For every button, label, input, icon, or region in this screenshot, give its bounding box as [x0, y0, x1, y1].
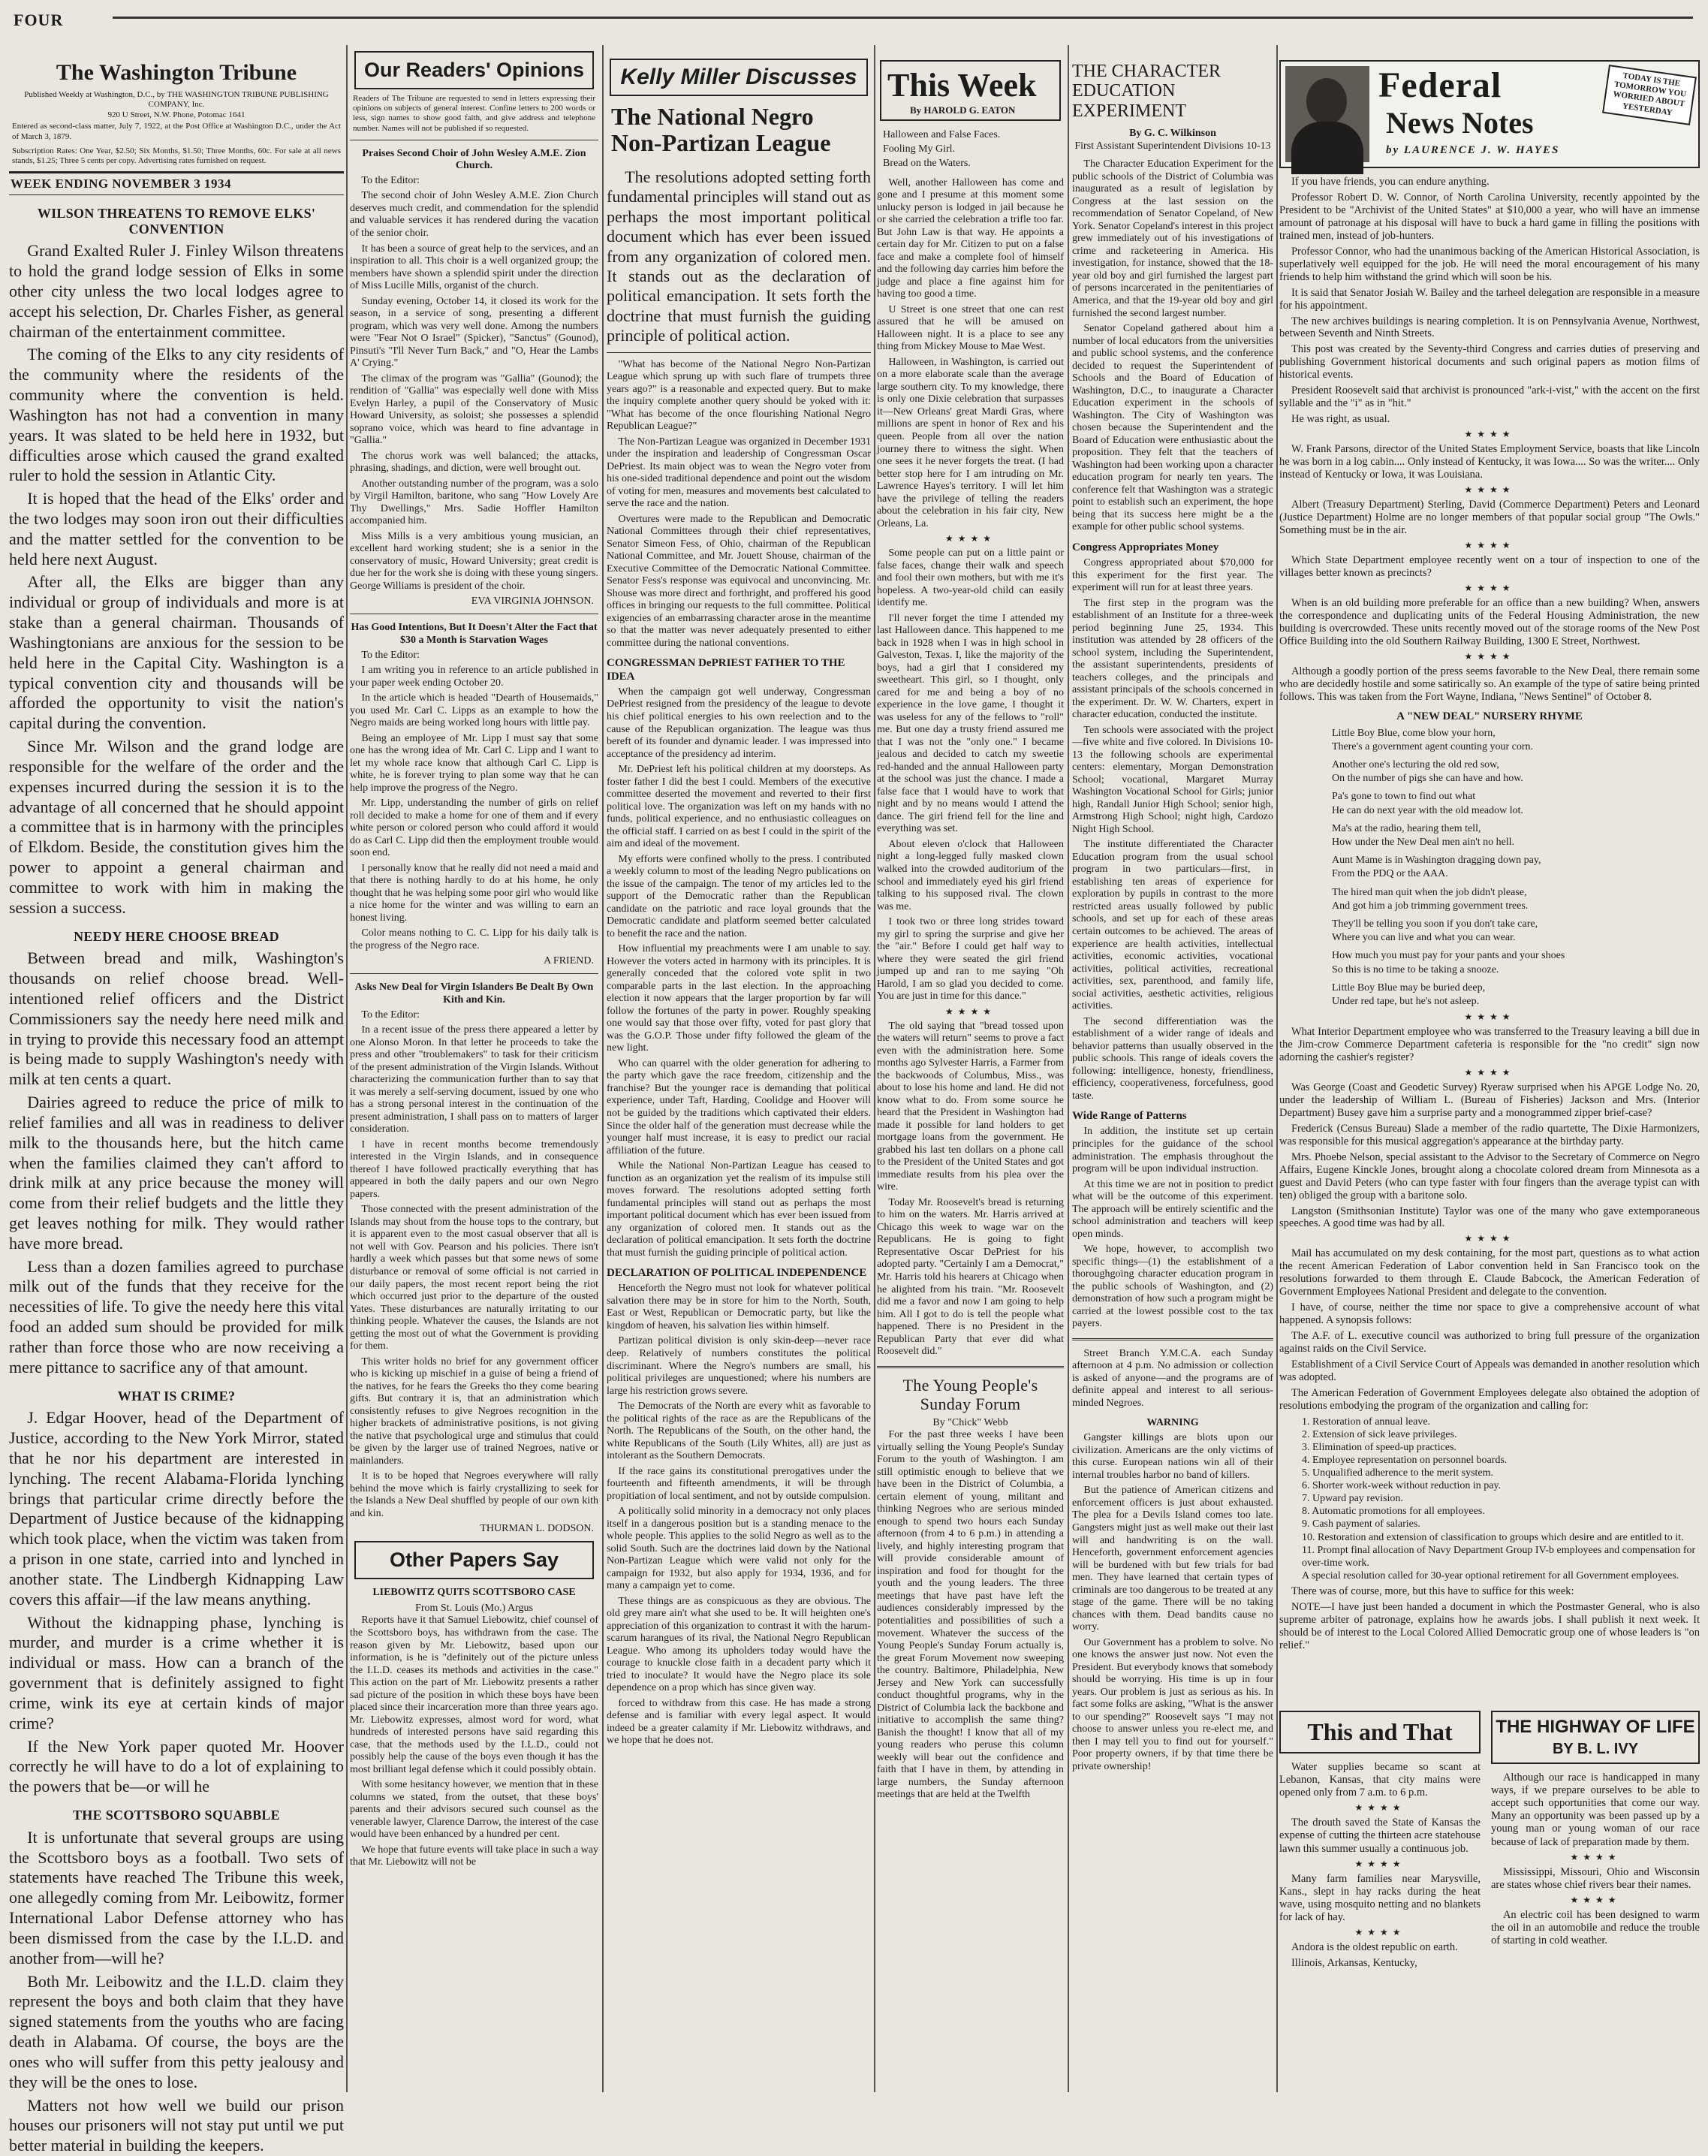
subheading: CONGRESSMAN DePRIEST FATHER TO THE IDEA — [607, 657, 845, 683]
paragraph: The Character Education Experiment for the public schools of the District of Columbia was inaugurated as a result of legislation by Congress at the last session on the recommendation of Senator Copeland, of New York. Senator Copeland's interest in this project grew immediately out of his investigations of crime and racketeering in America. His investigation, for instance, showed that the 18-year old boy and girl furnished the largest part of persons incarcerated in the penitentiaries of America, and that the 19-year old boy and girl furnished the second largest number. — [1072, 158, 1273, 319]
paragraph: "What has become of the National Negro Non-Partizan League which sprung up with such flare of trumpets three years ago?" is a reasonable and expected query. But to make the inquiry complete another query should be yoked with it: "What has become of the once flourishing National Negro Republican League?" — [607, 358, 871, 433]
column-rule — [602, 45, 604, 2092]
paragraph: To the Editor: — [361, 1009, 420, 1021]
paragraph: Matters not how well we build our prison houses our prisoners will not stay put until we put better material in building the keepers. — [9, 2095, 344, 2155]
resolution-item: 8. Automatic promotions for all employees. — [1302, 1506, 1485, 1518]
paragraph: Some people can put on a little paint or false faces, change their walk and speech and fool their own mothers, but with me it's hopeless. A two-year-old child can easily identify me. — [877, 547, 1064, 609]
paragraph: The Non-Partizan League was organized in December 1931 under the inspiration and leadership of Congressman Oscar DePriest. Its main object was to wean the Negro voter from his one-sided traditional dependence and point out the wisdom of voting for men, measures and movements best calculated to serve the race and the nation. — [607, 436, 871, 510]
section-break-stars: ★★★★ — [1464, 1066, 1515, 1078]
editorial-headline: THE SCOTTSBORO SQUABBLE — [73, 1808, 280, 1823]
rhyme-line: They'll be telling you soon if you don't take care, — [1332, 918, 1538, 930]
editorial-headline: NEEDY HERE CHOOSE BREAD — [74, 928, 279, 944]
paragraph: President Roosevelt said that archivist is pronounced "ark-i-vist," with the accent on the first syllable and the "i" as in "hit." — [1279, 384, 1700, 410]
subheading: WARNING — [1146, 1417, 1199, 1429]
paragraph: Today Mr. Roosevelt's bread is returning to him on the waters. Mr. Harris arrived at Chicago this week to wage war on the Republicans. He is going to fight Representative Oscar DePriest for his adopted party. "Certainly I am a Democrat," Mr. Harris told his hearers at Chicago when he alighted from his train. "Mr. Roosevelt did me a favor and now I am going to help him. All I got to do is tell the people what happened. There is no President in the Republican Party that ever did what Roosevelt did." — [877, 1196, 1064, 1358]
paragraph: J. Edgar Hoover, head of the Department of Justice, according to the New York Mirror, stated that he nor his department are interested in lynching. The recent Alabama-Florida lynching brings that particular crime directly before the Department of Justice because of the kidnapping which took place, when the victim was taken from a prison in one state, carried into and lynched in another state. The Lindbergh Kidnapping Law covers this affair—if the law means anything. — [9, 1408, 344, 1609]
byline-title: First Assistant Superintendent Divisions 10-13 — [1074, 140, 1271, 152]
rhyme-line: Pa's gone to town to find out what — [1332, 791, 1476, 803]
paragraph: The American Federation of Government Employees delegate also obtained the adoption of resolutions embodying the program of the organization and calling for: — [1279, 1386, 1700, 1412]
paragraph: Langston (Smithsonian Institute) Taylor was one of the many who gave extemporaneous speeches. A good time was had by all. — [1279, 1205, 1700, 1230]
divider — [1072, 1338, 1273, 1340]
paragraph: The drouth saved the State of Kansas the expense of cutting the thirteen acre statehouse lawn this summer usually a continuous job. — [1279, 1817, 1481, 1855]
topic-line: Bread on the Waters. — [883, 157, 971, 169]
feature-title-box — [1491, 1711, 1700, 1764]
resolutions-list — [1302, 1416, 1700, 1582]
paragraph: Andora is the oldest republic on earth. — [1291, 1941, 1458, 1954]
paragraph: Dairies agreed to reduce the price of milk to relief families and all was in readiness to deliver milk to the thousands here, but the hitch came when the families claimed they can't afford to drink milk at any price because the money will come from their relief budgets and the little they get leaves nothing for milk. They would rather have more bread. — [9, 1093, 344, 1253]
resolution-item: 1. Restoration of annual leave. — [1302, 1416, 1431, 1428]
paragraph: Water supplies became so scant at Lebanon, Kansas, that city mains were opened only from 7 a.m. to 6 p.m. — [1279, 1761, 1481, 1799]
divider — [350, 973, 598, 974]
rhyme-line: And got him a job trimming government trees. — [1332, 900, 1529, 912]
rhyme-line: Ma's at the radio, hearing them tell, — [1332, 822, 1481, 834]
paragraph: In a recent issue of the press there appeared a letter by one Alonso Moron. In that letter he proceeds to take the press and other "troublemakers" to task for their criticism of the present administration of the Virgin Islands. Without characterizing the communication further than to say that it was merely a self-serving document, issued by one who has a strong personal interest in the continuation of the present administration, I shall pass on to matters of larger consideration. — [350, 1024, 598, 1135]
paragraph: The new archives buildings is nearing completion. It is on Pennsylvania Avenue, Northwest, between Seventh and Ninth Streets. — [1279, 315, 1700, 340]
nursery-rhyme — [1332, 727, 1700, 1009]
paragraph: Henceforth the Negro must not look for whatever political salvation there may be in store for him to the North, South, East or West, Republican or Democratic party, but like the kingdom of heaven, his salvation lies within himself. — [607, 1283, 871, 1331]
paragraph: Establishment of a Civil Service Court of Appeals was demanded in another resolution which was adopted. — [1279, 1358, 1700, 1383]
paragraph: Who can quarrel with the older generation for adhering to the party which gave the race freedom, citizenship and the franchise? But the younger race is demanding that political experience, under Taft, Harding, Coolidge and Hoover will not be guided by the traditions which captivated their elders. Since the older half of the generation must decrease while the younger half must increase, it is easy to predict our racial affiliation of the future. — [607, 1057, 871, 1156]
paragraph: When the campaign got well underway, Congressman DePriest resigned from the presidency of the league to devote his chief political energies to his own reelection and to the cause of the Republican organization. The league was thus bereft of its founder and dynamic leader. I was impressed into acceptance of the presidency ad interim. — [607, 686, 871, 760]
paragraph: Partizan political division is only skin-deep—never race deep. Relatively of numbers constitutes the political discriminant. Where the Negro's numbers are small, his political privileges are unquestioned; where his numbers are large his restriction grows severe. — [607, 1335, 871, 1397]
paragraph: But the patience of American citizens and enforcement officers is just about exhausted. The plea for a Devils Island comes too late. Gangsters might just as well make out their last will and handwriting is on the wall. Henceforth, government enforcement agencies will be burdened with but few trials for bad men. They have learned that certain types of criminals are too dangerous to be treated at any stage of the game. There will be no taking chances with them. Dead bandits cause no worry. — [1072, 1485, 1273, 1633]
paragraph: The A.F. of L. executive council was authorized to bring full pressure of the organization against raids on the Civil Service. — [1279, 1330, 1700, 1355]
paragraph: Mrs. Phoebe Nelson, special assistant to the Advisor to the Secretary of Commerce on Negro Affairs, Eugene Kinckle Jones, brought along a chocolate colored dream from Minnesota as a guest and David Peters (who can type faster with four fingers than the average typist can with ten) obliged the group with a baritone solo. — [1279, 1150, 1700, 1202]
this-and-that-box — [1279, 1711, 1481, 1973]
column-rule — [1276, 45, 1278, 2092]
paragraph: Many farm families near Marysville, Kans., slept in hay racks during the heat wave, using mosquito netting and no blankets for lack of hay. — [1279, 1872, 1481, 1923]
section-break-stars: ★★★★ — [1354, 1858, 1405, 1869]
paragraph: Without the kidnapping phase, lynching is murder, and murder is a crime whether it is individual or mass. How can a branch of the government that is definitely assigned to fight crime, wink its eye at certain kinds of major crime? — [9, 1612, 344, 1732]
resolution-item: 10. Restoration and extension of classification to groups which desire and are entitled to it. — [1302, 1531, 1684, 1543]
column-rule — [874, 45, 875, 2092]
top-rule — [113, 17, 1693, 19]
paragraph: I am writing you in reference to an article published in your paper week ending October 20. — [350, 665, 598, 689]
paragraph: Professor Connor, who had the unanimous backing of the American Historical Association, is superlatively well equipped for the job. He will need the moral encouragement of his many friends to help him withstand the grind which will soon be his. — [1279, 245, 1700, 283]
banner-title: Federal — [1378, 65, 1502, 105]
paragraph: W. Frank Parsons, director of the United States Employment Service, boasts that like Lincoln he was born in a log cabin.... Only instead of Kentucky, it was Iowa.... So was the writer.... Only instead of Kentucky or Iowa, it was Louisiana. — [1279, 443, 1700, 481]
paragraph: A politically solid minority in a democracy not only places itself in a dangerous position but is a standing menace to the whole people. This applies to the solid Negro as well as to the solid South. Such are the doctrines laid down by the National Non-Partizan League which were valid not only for the campaign for 1932, but also apply for 1934, 1936, and for many a campaign yet to come. — [607, 1506, 871, 1592]
letter-headline: Asks New Deal for Virgin Islanders Be Dealt By Own Kith and Kin. — [354, 982, 594, 1006]
resolution-item: A special resolution called for 30-year optional retirement for all Government employees. — [1302, 1570, 1679, 1582]
paragraph: Mail has accumulated on my desk containing, for the most part, questions as to what action the recent American Federation of Labor convention held in San Francisco took on the resolutions forwarded to them through E. Claude Babcock, the American Federation of Government Employees National President and delegate to the convention. — [1279, 1247, 1700, 1298]
paragraph: He was right, as usual. — [1291, 413, 1390, 426]
paragraph: Street Branch Y.M.C.A. each Sunday afternoon at 4 p.m. No admission or collection is asked of anyone—and the programs are of definite appeal and interest to all serious-minded Negroes. — [1072, 1347, 1273, 1409]
paragraph: Another outstanding number of the program, was a solo by Virgil Hamilton, baritone, who sang "How Lovely Are Thy Dwellings," Mrs. Sadie Hoffler Hamilton accompanied him. — [350, 478, 598, 527]
banner-subtitle: News Notes — [1386, 106, 1534, 140]
resolution-item: 11. Prompt final allocation of Navy Department Group IV-b employees and compensation for over-time work. — [1302, 1544, 1696, 1569]
letter-headline: Praises Second Choir of John Wesley A.M.E. Zion Church. — [362, 147, 586, 171]
banner-byline: by LAURENCE J. W. HAYES — [1386, 144, 1560, 156]
page-folio: FOUR — [14, 11, 64, 29]
paragraph: I'll never forget the time I attended my last Halloween dance. This happened to me back in 1928 when I was in high school in Galveston, Texas. I, like the majority of the boys, had a girl that I considered my sweetheart. This girl, so I thought, only cared for me and being a boy of no experience in the love game, I thought it was useless for any of the fellows to "roll" me. But one day a trusty friend assured me that I was not the "only one." I became jealous and decided to catch my sweetie red-handed and the annual Halloween party at the school was just the chance. I made a false face that I would have to work that night and by no means would I attend the dance. The girl friend fell for the line and everything was set. — [877, 612, 1064, 835]
paragraph: Halloween, in Washington, is carried out on a more elaborate scale than the average large southern city. To my knowledge, there is only one Dixie celebration that surpasses it—New Orleans' great Mardi Gras, where millions are spent in honor of Rex and his queen. People from all over the nation journey there to witness the sight. When one sees it he never forgets the treat. (I had better stop here for I am intruding on Mr. Lawrence Hayes's territory. I will let him have the privilege of telling the readers about the celebration in his fair city, New Orleans, La. — [877, 356, 1064, 529]
author-photo — [1285, 66, 1369, 162]
paragraph: To the Editor: — [361, 649, 420, 661]
section-break-stars: ★★★★ — [944, 533, 996, 544]
paragraph: If the New York paper quoted Mr. Hoover correctly he will have to do a lot of explaining to the powers that be—or will he — [9, 1736, 344, 1796]
masthead-title: The Washington Tribune — [56, 60, 297, 85]
divider — [877, 1366, 1064, 1368]
paragraph: NOTE—I have just been handed a document in which the Postmaster General, who is also supreme arbiter of patronage, explains how he awards jobs. I shall publish it next week. It should be of interest to the Local Colored Allied Democratic group one of whose leaders is "on relief." — [1279, 1600, 1700, 1651]
paragraph: Frederick (Census Bureau) Slade a member of the radio quartette, The Dixie Harmonizers, was responsible for this musical aggregation's appearance at the birthday party. — [1279, 1122, 1700, 1147]
rhyme-line: On the number of pigs she can have and how. — [1332, 773, 1523, 785]
paragraph: It is unfortunate that several groups are using the Scottsboro boys as a football. Two sets of statements have reached The Tribune this week, one allegedly coming from Mr. Leibowitz, former International Labor Defense attorney who has been dismissed from the case by the I.L.D. and another from—will he? — [9, 1827, 344, 1968]
paragraph: Senator Copeland gathered about him a number of local educators from the universities and public school systems, and the conference decided to request the Superintendent of Schools and the Board of Education of Washington, D.C., to inaugurate a Character Education experiment in the schools of Washington. The City of Washington was chosen because the Superintendent and the Board of Education were enthusiastic about the proposition. They felt that the teachers of Washington had been working upon a character education program for nearly ten years. The conference felt that Washington was a strategic point to establish such an experiment, the hope being that its success here might be a the example for other public school systems. — [1072, 323, 1273, 533]
letter-signature: EVA VIRGINIA JOHNSON. — [471, 596, 594, 608]
paragraph: Sunday evening, October 14, it closed its work for the season, in a service of song, presenting a different program, which was very well done. Among the numbers were "Fear Not O Israel" (Spicker), "Sanctus" (Gounod), Pinsuti's "I'll Never Turn Back," and "O, Hear the Lambs A' Crying." — [350, 295, 598, 369]
paragraph: Since Mr. Wilson and the grand lodge are responsible for the welfare of the order and the expenses incurred during the session it is to the advantage of all concerned that he should appoint a committee that is in harmony with the principles of Elkdom. Beside, the constitution gives him the power to appoint a general chairman and committee to work with him in making the session a success. — [9, 737, 344, 917]
article-source: From St. Louis (Mo.) Argus — [415, 1603, 533, 1615]
column-title: Kelly Miller Discusses — [610, 59, 868, 96]
kelly-miller-column — [607, 45, 871, 2092]
paragraph: Miss Mills is a very ambitious young musician, an excellent hard working student; she is a senior in the conservatory of music, Howard University; great credit is due her for the work she is doing with these young singers. George Williams is president of the choir. — [350, 530, 598, 592]
paragraph: The coming of the Elks to any city residents of the community where the residents of the community where the convention is held. Washington has not had a convention in many years. It was slated to be held here in 1932, but difficulties arose which caused the grand exalted ruler to hold the session in Atlantic City. — [9, 345, 344, 485]
rhyme-line: The hired man quit when the job didn't please, — [1332, 886, 1527, 898]
section-break-stars: ★★★★ — [1464, 1233, 1515, 1244]
paragraph: Was George (Coast and Geodetic Survey) Ryeraw surprised when his APGE Lodge No. 20, under the leadership of William L. (Bureau of Fisheries) Jackson and Mrs. (Interior Department) Busey gave him a surprise party and a monogrammed zipper brief-case? — [1279, 1081, 1700, 1119]
bottom-features — [1279, 1711, 1700, 2092]
rhyme-title: A "NEW DEAL" NURSERY RHYME — [1396, 710, 1583, 723]
subscription-rates: Subscription Rates: One Year, $2.50; Six Months, $1.50; Three Months, 60c. For sale at all news stands, $1.25; Three 5 cents per copy. Advertising rates furnished on request. — [12, 146, 341, 166]
section-break-stars: ★★★★ — [1570, 1894, 1621, 1905]
character-education-column — [1072, 45, 1273, 2092]
byline: By HAROLD G. EATON — [910, 104, 1016, 116]
paragraph: This writer holds no brief for any government officer who is kicking up mischief in a guise of being a friend of the natives, for he fears the Greeks tho they come bearing gifts. But contrary it is, that an administration which consistently refuses to give Negroes recognition in the higher brackets of administrative positions, is not giving the native that psychological urge and stimulus that could be given by the larger use of trained Negroes, native or mainlanders. — [350, 1355, 598, 1467]
article-headline: THE CHARACTER EDUCATION EXPERIMENT — [1072, 62, 1221, 121]
resolution-item: 6. Shorter work-week without reduction in pay. — [1302, 1480, 1502, 1492]
federal-news-column — [1279, 45, 1700, 2092]
forum-byline: By "Chick" Webb — [932, 1417, 1008, 1429]
paragraph: About eleven o'clock that Halloween night a long-legged fully masked clown walked into the crowded auditorium of the school and immediately eyed his girl friend talking to his supposed rival. The clown was me. — [877, 838, 1064, 912]
resolution-item: 4. Employee representation on personnel boards. — [1302, 1455, 1508, 1467]
paragraph: I took two or three long strides toward my girl to spring the surprise and give her the "air." Before I could get half way to where they were seated the girl friend jumped up and ran to me saying "Oh Harold, I am so glad you decided to come. You are just in time for this dance." — [877, 916, 1064, 1003]
paragraph: The Democrats of the North are every whit as favorable to the political rights of the race as are the Republicans of the North. The Republicans of the South, on the other hand, the white Republicans of the South (Lily Whites, all) are just as intolerant as the Southern Democrats. — [607, 1401, 871, 1462]
column-rule — [1068, 45, 1069, 2092]
paragraph: Both Mr. Leibowitz and the I.L.D. claim they represent the boys and both claim that they have signed statements from the youths who are facing death in Alabama. Of course, the boys are the ones who will suffer from this petty jealousy and they will be the ones to lose. — [9, 1971, 344, 2091]
resolution-item: 2. Extension of sick leave privileges. — [1302, 1428, 1457, 1440]
publisher-address: 920 U Street, N.W. Phone, Potomac 1641 — [107, 110, 246, 119]
paragraph: Reports have it that Samuel Liebowitz, chief counsel of the Scottsboro boys, has withdrawn from the case. The reason given by Mr. Liebowitz, based upon our information, is he is "definitely out of the picture unless the I.L.D. ceases its methods and activities in the case." This action on the part of Mr. Liebowitz presents a rather sad picture of the position in which these boys have been placed since their incarceration more than three years ago. Mr. Liebowitz expresses, almost word for word, what hundreds of interested persons have said regarding this case, that the methods used by the I.L.D., could not possibly help the cause of the boys even though it has the most brilliant legal defense which it could possibly obtain. — [350, 1615, 598, 1775]
rhyme-line: He can do next year with the old meadow lot. — [1332, 804, 1524, 816]
section-break-stars: ★★★★ — [1354, 1927, 1405, 1938]
week-ending-line: WEEK ENDING NOVEMBER 3 1934 — [9, 171, 344, 195]
paragraph: At this time we are not in position to predict what will be the outcome of this experiment. The approach will be entirely scientific and the school administration and teachers will keep open minds. — [1072, 1178, 1273, 1240]
section-break-stars: ★★★★ — [1464, 429, 1515, 440]
paragraph: Color means nothing to C. C. Lipp for his daily talk is the progress of the Negro race. — [350, 927, 598, 951]
resolution-item: 7. Upward pay revision. — [1302, 1493, 1403, 1505]
paragraph: With some hesitancy however, we mention that in these columns we stated, from the outset, that these boys' parents and their advisors secured such counsel as the venerable lawyer, Clarence Darrow, the interest of the case would have been enhanced by a hundred per cent. — [350, 1779, 598, 1841]
section-break-stars: ★★★★ — [1570, 1851, 1621, 1862]
paragraph: For the past three weeks I have been virtually selling the Young People's Sunday Forum to the youth of Washington. I am still optimistic enough to believe that we have been in the District of Columbia, a certain element of young, militant and thinking Negroes who are serious minded enough to spend two hours each Sunday afternoon (from 4 to 6 p.m.) in attending a lively, and highly interesting program that will provide considerable amount of inspiration and food for thought for the youth and the young leaders. The three meetings that have past have left the audiences considerably impressed by the potentialities and possibilities of such a movement. Whatever the success of the Young People's Sunday Forum actually is, the great Forum Movement now sweeping the country. Baltimore, Philadelphia, New Jersey and New York can successfully conduct thoughtful programs, why in the District of Columbia lack the backbone and initiative to accomplish the same thing? Banish the thought! I know that all of my young readers who peruse this column weekly will bear out the confidence and faith that I have in them, by attending in large numbers, the Sunday afternoon meetings that are held at the Twelfth — [877, 1429, 1064, 1801]
rhyme-line: How under the New Deal men ain't no hell. — [1332, 837, 1515, 849]
publisher-info: Published Weekly at Washington, D.C., by THE WASHINGTON TRIBUNE PUBLISHING COMPANY, Inc. — [24, 90, 329, 110]
paragraph: Professor Robert D. W. Connor, of North Carolina University, recently appointed by the President to be "Archivist of the United States" at $10,000 a year, who will have an immense amount of patronage at his disposal will have to buck a hard game in filling the positions with trained men, instead of job-hunters. — [1279, 191, 1700, 242]
lead-paragraph: The resolutions adopted setting forth fundamental principles will stand out as perhaps the most important political document which has ever been issued from any organization of colored men. It stands out as the declaration of political emancipation. It sets forth the doctrine that must furnish the guiding principle of political action. — [607, 167, 871, 345]
paragraph: Gangster killings are blots upon our civilization. Americans are the only victims of this curse. European nations win all of their internal troubles harbor no band of killers. — [1072, 1432, 1273, 1481]
paragraph: These things are as conspicuous as they are obvious. The old grey mare ain't what she used to be. It will heighten one's appreciation of this organization to contrast it with the harum-scarum harangues of its rival, the National Negro Republican League. Who among its upholders today would have the courage to knuckle close faith in a decadent party which it tried to inoculate? It would have the Negro place its sole dependence on a prop which has since given way. — [607, 1595, 871, 1694]
paragraph: Being an employee of Mr. Lipp I must say that some one has the wrong idea of Mr. Carl C. Lipp and I want to let my whole race know that although Carl C. Lipp is white, he is forever trying to plan some way that he can help improve the progress of the Negro. — [350, 732, 598, 794]
topic-line: Halloween and False Faces. — [883, 129, 1001, 140]
paragraph: This post was created by the Seventy-third Congress and carries duties of preserving and publishing Government historical documents and such original papers as motion films of historical events. — [1279, 343, 1700, 381]
paragraph: It is hoped that the head of the Elks' order and the two lodges may soon iron out their difficulties and the matter settled for the convention to be held here next August. — [9, 489, 344, 568]
paragraph: The first step in the program was the establishment of an Institute for a three-week period beginning June 25, 1934. This institution was attended by 28 officers of the school system, including the Superintendent, the assistant superintendents, presidents of teachers colleges, and the principals and assistant principals of the schools concerned in the experiment. Dr. W. W. Charters, expert in character education, conducted the institute. — [1072, 597, 1273, 721]
rhyme-line: Another one's lecturing the old red sow, — [1332, 759, 1499, 771]
paragraph: I have, of course, neither the time nor space to give a comprehensive account of what happened. A synopsis follows: — [1279, 1301, 1700, 1327]
paragraph: Although our race is handicapped in many ways, if we prepare ourselves to be able to accept such opportunities that come our way. Many an opportunity was been passed up by a young man or young woman of our race because of lack of preparation made by them. — [1491, 1772, 1700, 1848]
editorial-column — [9, 45, 344, 2155]
paragraph: After all, the Elks are bigger than any individual or group of individuals and more is at stake than a general chairman. Thousands of Washingtonians are anxious for the session to be held here in the Capital City. Washington is a typical convention city and thousands will be afforded the opportunity to visit the nation's capital during the convention. — [9, 572, 344, 733]
forum-title: The Young People's Sunday Forum — [902, 1375, 1038, 1413]
subheading: Wide Range of Patterns — [1072, 1110, 1187, 1123]
paragraph: There was of course, more, but this have to suffice for this week: — [1291, 1585, 1574, 1597]
section-title: Our Readers' Opinions — [354, 51, 594, 89]
paragraph: What Interior Department employee who was transferred to the Treasury leaving a bill due in the Jim-crow Commerce Department cafeteria is responsible for the "no credit" sign now adorning the cashier's register? — [1279, 1026, 1700, 1063]
paragraph: My efforts were confined wholly to the press. I contributed a weekly column to most of the leading Negro publications on the issue of the campaign. The tenor of my articles led to the support of the Democratic rather than the Republican candidate on the patriotic and race loyal grounds that the Democratic candidate and platform seemed better calculated to benefit the race and the nation. — [607, 853, 871, 939]
paragraph: It has been a source of great help to the services, and an inspiration to all. This choir is a well organized group; the members have shown a splendid spirit under the direction of Miss Lucille Mills, organist of the church. — [350, 243, 598, 292]
paragraph: The chorus work was well balanced; the attacks, phrasing, shadings, and diction, were well brought out. — [350, 450, 598, 475]
paragraph: Although a goodly portion of the press seems favorable to the New Deal, there remain some who are decidedly hostile and some satirically so. An example of the type of satire being printed follows. This was taken from the Fort Wayne, Indiana, "News Sentinel" of October 8. — [1279, 665, 1700, 703]
letter-headline: Has Good Intentions, But It Doesn't Alter the Fact that $30 a Month is Starvation Wages — [351, 622, 598, 646]
subheading: Congress Appropriates Money — [1072, 541, 1219, 553]
section-note: Readers of The Tribune are requested to send in letters expressing their opinions on subjects of general interest. Confine letters to 200 words or less, sign names to show good faith, and give address and telephone number. Names will not be published if so requested. — [353, 94, 595, 133]
feature-byline: BY B. L. IVY — [1552, 1741, 1639, 1757]
section-break-stars: ★★★★ — [944, 1006, 996, 1017]
paragraph: When is an old building more preferable for an office than a new building? When, answers the correspondence and duplicating units of the Federal Housing Administration, the new building is overcrowded. These units recently moved out of the storage rooms of the New Post Office Building into the old Southern Railway Building, 1300 E Street, Northwest. — [1279, 596, 1700, 647]
paragraph: Well, another Halloween has come and gone and I presume at this moment some unlucky person is lodged in jail because he or she carried the celebration a trifle too far. But John Law is that way. He appoints a certain day for Mr. Citizen to put on a false face and make a complete fool of himself and the following day carries him before the judge and place a fine against him for having too good a time. — [877, 176, 1064, 300]
paragraph: An electric coil has been designed to warm the oil in an automobile and reduce the trouble of starting in cold weather. — [1491, 1908, 1700, 1947]
rhyme-line: Aunt Mame is in Washington dragging down pay, — [1332, 855, 1541, 867]
rhyme-line: There's a government agent counting your corn. — [1332, 740, 1534, 752]
section-break-stars: ★★★★ — [1354, 1802, 1405, 1814]
rhyme-line: So this is no time to be taking a snooze. — [1332, 963, 1499, 975]
paragraph: The second differentiation was the establishment of a wider range of ideals and behavior patterns than usually observed in the public schools. This range of ideals covers the following: intelligence, honesty, friendliness, efficiency, cooperativeness, forcefulness, good taste. — [1072, 1015, 1273, 1102]
paragraph: The institute differentiated the Character Education program from the usual school program in two particulars—first, in establishing ten areas of experience for exploration by pupils in contrast to the more restricted areas usually followed by public schools, and set up for each of these areas certain outcomes to be achieved. The areas of experience are health activities, intellectual activities, economic activities, vocational activities, political activities, recreational activities, sex, parenthood, and family life, social activities, aesthetic activities, religious activities. — [1072, 839, 1273, 1012]
paragraph: I personally know that he really did not need a maid and that there is nothing hardly to do at his home, he only thought that he was helping some poor girl who would like a nice home for the winter and was willing to earn an honest living. — [350, 862, 598, 924]
paragraph: We hope, however, to accomplish two specific things—(1) the establishment of a thoroughgoing character education program in the public schools of Washington, and (2) demonstration of how such a program might be carried at the lowest possible cost to the tax payers. — [1072, 1244, 1273, 1330]
article-headline: The National Negro Non-Partizan League — [611, 103, 831, 156]
paragraph: If the race gains its constitutional prerogatives under the fourteenth and fifteenth amendments, it will be through propitiation of local sentiment, and not by outside compulsion. — [607, 1465, 871, 1502]
this-week-column — [877, 45, 1064, 2092]
rhyme-line: Little Boy Blue, come blow your horn, — [1332, 727, 1496, 739]
rhyme-line: How much you must pay for your pants and your shoes — [1332, 950, 1565, 962]
paragraph: U Street is one street that one can rest assured that he will be amused on Halloween night. It is a place to see any thing from Mickey Mouse to Mae West. — [877, 303, 1064, 353]
paragraph: To the Editor: — [361, 174, 420, 186]
resolution-item: 3. Elimination of speed-up practices. — [1302, 1442, 1457, 1454]
paragraph: Ten schools were associated with the project—five white and five colored. In Divisions 10-13 the following schools are experimental centers: elementary, Morgan Demonstration School; vocational, Margaret Murray Washington Vocational School for Girls; junior high, Randall Junior High School; senior high, Armstrong High School; night high, Cardozo Night High School. — [1072, 724, 1273, 835]
section-title: Other Papers Say — [354, 1541, 594, 1579]
paragraph: Between bread and milk, Washington's thousands on relief choose bread. Well-intentioned relief officers and the District Commissioners say the needy here need milk and in trying to provide this necessary food an attempt is being made to supply Washington's needy with milk at ten cents a quart. — [9, 948, 344, 1089]
section-break-stars: ★★★★ — [1464, 582, 1515, 593]
paragraph: Illinois, Arkansas, Kentucky, — [1291, 1957, 1417, 1970]
paragraph: I have in recent months become tremendously interested in the Virgin Islands, and in consequence thereof I have followed practically everything that has appeared in both the daily papers and our own Negro papers. — [350, 1138, 598, 1200]
byline: By G. C. Wilkinson — [1129, 128, 1216, 140]
paragraph: How influential my preachments were I am unable to say. However the voters acted in harmony with its principles. It is generally conceded that the colored vote split in two comparable parts in the last election. In the approaching election it now appears that the larger proportion by far will follow the fortunes of the party in power. Roughly speaking one would say that those over fifty, voted for past glory that was the G.O.P. Those under fifty followed the gleam of the new light. — [607, 943, 871, 1054]
paragraph: It is to be hoped that Negroes everywhere will rally behind the move which is fairly crystallizing to seek for the Islands a New Deal shuffled by people of our own kith and kin. — [350, 1470, 598, 1519]
section-break-stars: ★★★★ — [1464, 1012, 1515, 1023]
paragraph: The old saying that "bread tossed upon the waters will return" seems to prove a fact even with the administration here. Some months ago Sylvester Harris, a Farmer from the backwoods of Columbus, Miss., was about to lose his home and land. He did not know what to do. From some source he heard that the President in Washington had made it possible for land holders to get mortgage loans from the government. He grabbed his last ten dollars on a phone call to the President of the United States and got immediate results from his plea over the wire. — [877, 1020, 1064, 1193]
paragraph: Which State Department employee recently went on a tour of inspection to one of the villages better known as precincts? — [1279, 553, 1700, 579]
letter-signature: THURMAN L. DODSON. — [480, 1523, 594, 1535]
resolution-item: 9. Cash payment of salaries. — [1302, 1518, 1420, 1530]
feature-title: This and That — [1279, 1711, 1481, 1753]
section-break-stars: ★★★★ — [1464, 650, 1515, 662]
highway-of-life-box — [1491, 1711, 1700, 1950]
column-title-box — [880, 60, 1061, 121]
editorial-headline: WILSON THREATENS TO REMOVE ELKS' CONVENTION — [37, 205, 316, 237]
paragraph: Congress appropriated about $70,000 for this experiment for the first year. The experiment will run for at least three years. — [1072, 557, 1273, 594]
paragraph: Grand Exalted Ruler J. Finley Wilson threatens to hold the grand lodge session of Elks in some other city unless the two local lodges agree to accept his selection, Dr. Charles Fisher, as general chairman of the entertainment committee. — [9, 241, 344, 341]
section-break-stars: ★★★★ — [1464, 484, 1515, 496]
paragraph: Less than a dozen families agreed to purchase milk out of the funds that they receive for the necessities of life. To give the needy here this vital food an added sum should be provided for milk rather than force those who are now receiving a mere pittance to sacrifice any of that amount. — [9, 1256, 344, 1377]
paragraph: It is said that Senator Josiah W. Bailey and the tarheel delegation are responsible in a measure for his appointment. — [1279, 286, 1700, 312]
topic-line: Fooling My Girl. — [883, 143, 956, 155]
paragraph: The climax of the program was "Gallia" (Gounod); the rendition of "Gallia" was especially well done with Miss Evelyn Harley, a pupil of the Conservatory of Music Howard University, as soloist; she possesses a splendid soprano voice, which was heard to fine advantage in "Gallia." — [350, 372, 598, 447]
federal-news-banner — [1279, 60, 1700, 168]
paragraph: In the article which is headed "Dearth of Housemaids," you used Mr. Carl C. Lipps as an example to how the Negro maids are being worked long hours with little pay. — [350, 692, 598, 729]
entry-notice: Entered as second-class matter, July 7, 1922, at the Post Office at Washington D.C., under the Act of March 3, 1879. — [12, 122, 341, 141]
paragraph: Those connected with the present administration of the Islands may shout from the house tops to the contrary, but it is apparent even to the most casual observer that all is not well with Gov. Pearson and his policies. There isn't hardly a week which passes but that some news of some disturbance or removal of some official is not carried in our daily papers, the most recent report being the riot which occurred just prior to the departure of the ousted Yates. These disturbances are naturally irritating to our thinking people. Whatever the causes, the Islands are not getting the most out of what the Government is providing for them. — [350, 1204, 598, 1352]
paragraph: Mississippi, Missouri, Ohio and Wisconsin are states whose chief rivers bear their names. — [1491, 1865, 1700, 1891]
column-title: This Week — [887, 67, 1037, 104]
paragraph: forced to withdraw from this case. He has made a strong defense and is familiar with every legal aspect. It would indeed be a greater calamity if Mr. Liebowitz withdraws, and we hope that he does not. — [607, 1697, 871, 1747]
feature-title: THE HIGHWAY OF LIFE — [1496, 1717, 1695, 1737]
paragraph: If you have friends, you can endure anything. — [1291, 176, 1490, 188]
paragraph: Our Government has a problem to solve. No one knows the answer just now. Not even the President. But everybody knows that somebody should be worrying. His time is up in four years. Our problem is just as serious as his. In fact some folks are asking, "What is the answer to our spending?" Roosevelt says "I may not choose to answer unless you re-elect me, and then I may tell you to find out for yourself." Poor property owners, if by that time there be private ownership! — [1072, 1636, 1273, 1772]
paragraph: Mr. Lipp, understanding the number of girls on relief roll decided to make a home for one of them and if every white person or colored person who could afford it would do as Carl C. Lipp did then the employment trouble would soon end. — [350, 798, 598, 859]
article-headline: LIEBOWITZ QUITS SCOTTSBORO CASE — [372, 1587, 576, 1599]
paragraph: Mr. DePriest left his political children at my doorsteps. As foster father I did the best I could. Members of the executive committee deserted the movement and reverted to their first political love. The organization was left on my hands with no funds, political experience, and no enthusiastic colleagues on the official staff. I carried on as best I could in the spirit of the aim and ideal of the movement. — [607, 764, 871, 850]
today-callout: TODAY IS THE TOMORROW YOU WORRIED ABOUT YESTERDAY — [1602, 65, 1697, 125]
column-rule — [346, 45, 348, 2092]
paragraph: The second choir of John Wesley A.M.E. Zion Church deserves much credit, and commendation for the splendid and valuable services it has rendered during the vacation of the senior choir. — [350, 190, 598, 239]
rhyme-line: From the PDQ or the AAA. — [1332, 868, 1448, 880]
resolution-item: 5. Unqualified adherence to the merit system. — [1302, 1467, 1494, 1479]
rhyme-line: Where you can live and what you can wear. — [1332, 932, 1516, 944]
letter-signature: A FRIEND. — [544, 955, 594, 967]
editorial-headline: WHAT IS CRIME? — [117, 1388, 236, 1404]
paragraph: While the National Non-Partizan League has ceased to function as an organization yet the realism of its impulse still moves forward. The resolutions adopted setting forth fundamental principles will stand out as perhaps the most important political document which has ever been issued from any organization of colored men. It stands out as the declaration of political emancipation. It sets forth the doctrine that must furnish the guiding principle of political action. — [607, 1160, 871, 1259]
subheading: DECLARATION OF POLITICAL INDEPENDENCE — [607, 1267, 867, 1280]
paragraph: We hope that future events will take place in such a way that Mr. Liebowitz will not be — [350, 1844, 598, 1868]
readers-opinions-column — [350, 45, 598, 2092]
paragraph: In addition, the institute set up certain principles for the guidance of the school administration. The emphasis throughout the program will be upon individual instruction. — [1072, 1126, 1273, 1175]
section-break-stars: ★★★★ — [1464, 539, 1515, 550]
rhyme-line: Little Boy Blue may be buried deep, — [1332, 982, 1486, 994]
paragraph: Overtures were made to the Republican and Democratic National Committees through their chief representatives, Senator Simeon Fess, of Ohio, chairman of the Republican National Committee, and Mr. Jouett Shouse, chairman of the Executive Committee of the Democratic National Committee. Senator Fess's response was equivocal and unconvincing. Mr. Shouse was more direct and forthright, and proffered his good offices in bringing our requests to the full committee. Political exigencies of an embarrassing character arose in the meantime so that the matter was never adequately presented to either committee during the national conventions. — [607, 513, 871, 649]
rhyme-line: Under red tape, but he's not asleep. — [1332, 995, 1480, 1007]
paragraph: Albert (Treasury Department) Sterling, David (Commerce Department) Peters and Leonard (Justice Department) Holme are no longer members of that popular social group "The Owls." Something must be in the air. — [1279, 499, 1700, 536]
divider — [607, 352, 871, 353]
